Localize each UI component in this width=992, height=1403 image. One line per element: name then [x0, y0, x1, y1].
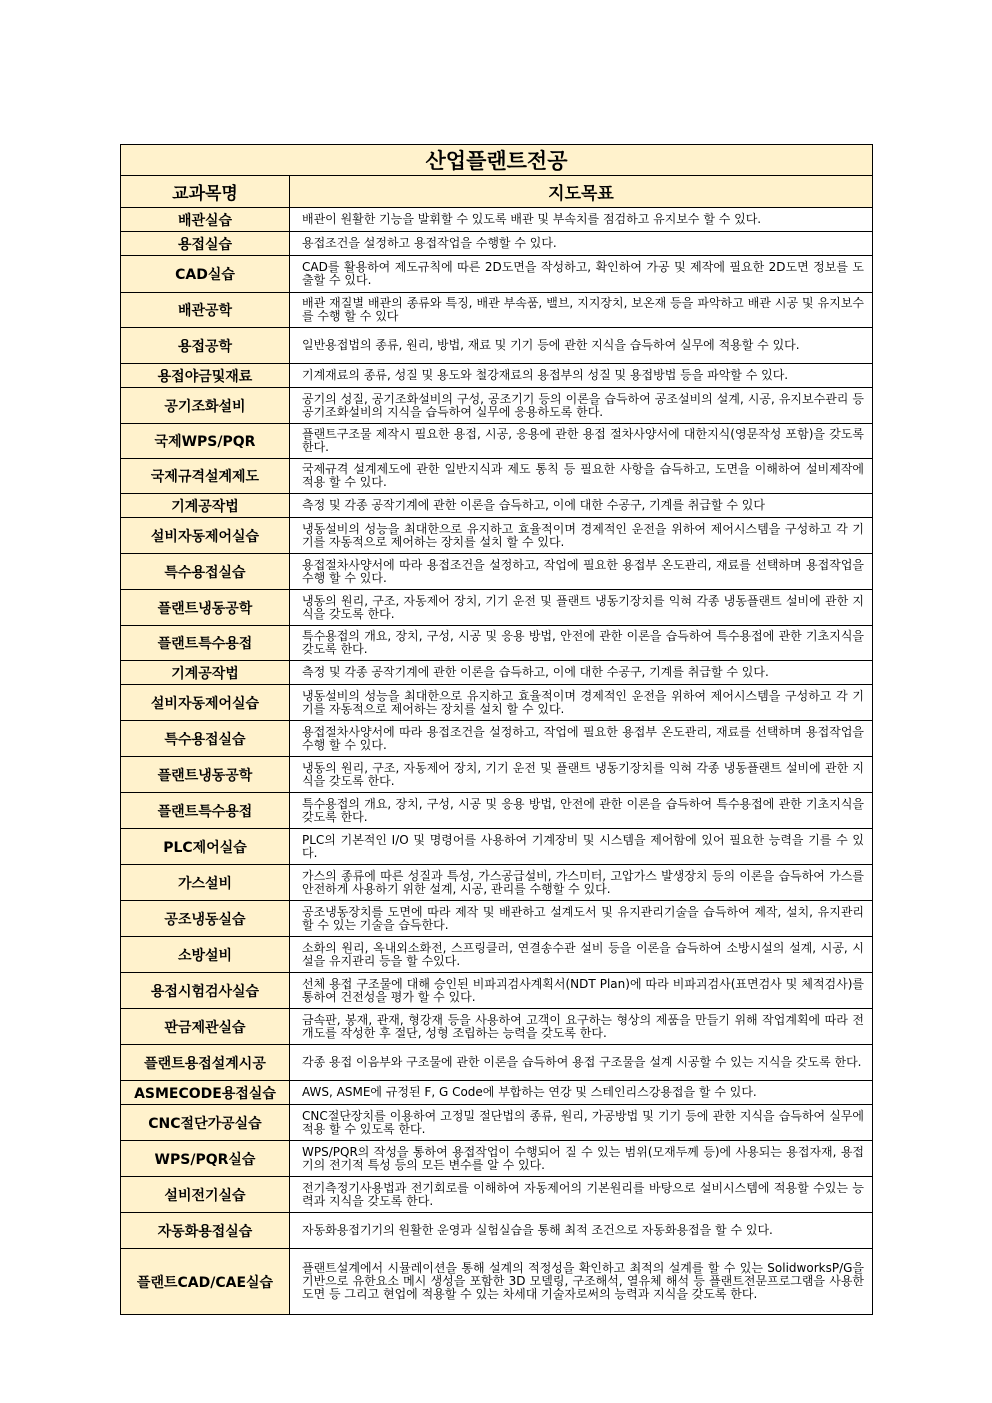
- course-goal: 자동화용접기기의 원활한 운영과 실험실습을 통해 최적 조건으로 자동화용접을 할 수 있다.: [290, 1213, 873, 1249]
- course-goal: AWS, ASME에 규정된 F, G Code에 부합하는 연강 및 스테인리스강용접을 할 수 있다.: [290, 1081, 873, 1105]
- course-goal: 용접절차사양서에 따라 용접조건을 설정하고, 작업에 필요한 용접부 온도관리, 재료를 선택하며 용접작업을 수행 할 수 있다.: [290, 721, 873, 757]
- course-goal: 가스의 종류에 따른 성질과 특성, 가스공급설비, 가스미터, 고압가스 발생장치 등의 이론을 습득하여 가스를 안전하게 사용하기 위한 설계, 시공, 관리를 수행할 수 있다.: [290, 865, 873, 901]
- table-row: [121, 388, 873, 424]
- course-name: CAD실습: [121, 256, 290, 293]
- course-goal: 냉동설비의 성능을 최대한으로 유지하고 효율적이며 경제적인 운전을 위하여 제어시스템을 구성하고 각 기기를 자동적으로 제어하는 장치를 설치 할 수 있다.: [290, 518, 873, 554]
- course-goal: 각종 용접 이음부와 구조물에 관한 이론을 습득하여 용접 구조물을 설계 시공할 수 있는 지식을 갖도록 한다.: [290, 1045, 873, 1081]
- course-name: 공조냉동실습: [121, 901, 290, 937]
- course-name: 플랜트냉동공학: [121, 757, 290, 793]
- course-goal: CAD를 활용하여 제도규칙에 따른 2D도면을 작성하고, 확인하여 가공 및 제작에 필요한 2D도면 정보를 도출할 수 있다.: [290, 256, 873, 293]
- table-row: [121, 1249, 873, 1315]
- course-name: 소방설비: [121, 937, 290, 973]
- course-goal: WPS/PQR의 작성을 통하여 용접작업이 수행되어 질 수 있는 범위(모재두께 등)에 사용되는 용접자재, 용접기의 전기적 특성 등의 모든 변수를 알 수 있다.: [290, 1141, 873, 1177]
- table-row: [121, 1045, 873, 1081]
- course-goal: 특수용접의 개요, 장치, 구성, 시공 및 응용 방법, 안전에 관한 이론을 습득하여 특수용접에 관한 기초지식을 갖도록 한다.: [290, 626, 873, 661]
- table-row: [121, 1009, 873, 1045]
- course-name: ASMECODE용접실습: [121, 1081, 290, 1105]
- course-goal: 일반용접법의 종류, 원리, 방법, 재료 및 기기 등에 관한 지식을 습득하여 실무에 적용할 수 있다.: [290, 328, 873, 364]
- course-name: 국제규격설계제도: [121, 459, 290, 494]
- table-row: [121, 459, 873, 494]
- table-row: [121, 661, 873, 685]
- table-row: [121, 626, 873, 661]
- course-goal: 배관 재질별 배관의 종류와 특징, 배관 부속품, 밸브, 지지장치, 보온재 등을 파악하고 배관 시공 및 유지보수를 수행 할 수 있다: [290, 293, 873, 328]
- course-name: 플랜트특수용접: [121, 793, 290, 829]
- course-goal: 선체 용접 구조물에 대해 승인된 비파괴검사계획서(NDT Plan)에 따라 비파괴검사(표면검사 및 체적검사)를 통하여 건전성을 평가 할 수 있다.: [290, 973, 873, 1009]
- curriculum-table: [120, 144, 873, 1315]
- header-goal: 지도목표: [290, 176, 873, 208]
- course-name: 배관공학: [121, 293, 290, 328]
- table-row: [121, 721, 873, 757]
- table-row: [121, 364, 873, 388]
- table-row: [121, 232, 873, 256]
- course-goal: 배관이 원활한 기능을 발휘할 수 있도록 배관 및 부속치를 점검하고 유지보수 할 수 있다.: [290, 208, 873, 232]
- course-name: 플랜트냉동공학: [121, 590, 290, 626]
- course-name: WPS/PQR실습: [121, 1141, 290, 1177]
- course-name: 가스설비: [121, 865, 290, 901]
- course-goal: 용접조건을 설정하고 용접작업을 수행할 수 있다.: [290, 232, 873, 256]
- table-body: [121, 208, 873, 1315]
- course-goal: 냉동설비의 성능을 최대한으로 유지하고 효율적이며 경제적인 운전을 위하여 제어시스템을 구성하고 각 기기를 자동적으로 제어하는 장치를 설치 할 수 있다.: [290, 685, 873, 721]
- course-name: 용접시험검사실습: [121, 973, 290, 1009]
- table-row: [121, 518, 873, 554]
- course-name: 배관실습: [121, 208, 290, 232]
- course-goal: 용접절차사양서에 따라 용접조건을 설정하고, 작업에 필요한 용접부 온도관리, 재료를 선택하며 용접작업을 수행 할 수 있다.: [290, 554, 873, 590]
- table-row: [121, 793, 873, 829]
- course-name: 국제WPS/PQR: [121, 424, 290, 459]
- table-row: [121, 328, 873, 364]
- course-name: 기계공작법: [121, 494, 290, 518]
- course-goal: PLC의 기본적인 I/O 및 명령어를 사용하여 기계장비 및 시스템을 제어함에 있어 필요한 능력을 기를 수 있다.: [290, 829, 873, 865]
- table-row: [121, 256, 873, 293]
- course-name: 설비자동제어실습: [121, 685, 290, 721]
- table-row: [121, 865, 873, 901]
- course-goal: 냉동의 원리, 구조, 자동제어 장치, 기기 운전 및 플랜트 냉동기장치를 익혀 각종 냉동플랜트 설비에 관한 지식을 갖도록 한다.: [290, 757, 873, 793]
- course-goal: 측정 및 각종 공작기계에 관한 이론을 습득하고, 이에 대한 수공구, 기계를 취급할 수 있다: [290, 494, 873, 518]
- header-course: 교과목명: [121, 176, 290, 208]
- table-row: [121, 424, 873, 459]
- course-name: 플랜트특수용접: [121, 626, 290, 661]
- table-row: [121, 973, 873, 1009]
- table-row: [121, 1105, 873, 1141]
- table-row: [121, 829, 873, 865]
- table-row: [121, 293, 873, 328]
- course-goal: 특수용접의 개요, 장치, 구성, 시공 및 응용 방법, 안전에 관한 이론을 습득하여 특수용접에 관한 기초지식을 갖도록 한다.: [290, 793, 873, 829]
- course-goal: 금속판, 봉재, 관재, 형강재 등을 사용하여 고객이 요구하는 형상의 제품을 만들기 위해 작업계획에 따라 전개도를 작성한 후 절단, 성형 조립하는 능력을 갖도록 한다.: [290, 1009, 873, 1045]
- table-row: [121, 208, 873, 232]
- course-name: 설비자동제어실습: [121, 518, 290, 554]
- course-name: 자동화용접실습: [121, 1213, 290, 1249]
- course-name: 기계공작법: [121, 661, 290, 685]
- course-name: 설비전기실습: [121, 1177, 290, 1213]
- table-row: [121, 1177, 873, 1213]
- course-goal: 측정 및 각종 공작기계에 관한 이론을 습득하고, 이에 대한 수공구, 기계를 취급할 수 있다.: [290, 661, 873, 685]
- course-name: 플랜트CAD/CAE실습: [121, 1249, 290, 1315]
- course-goal: 공조냉동장치를 도면에 따라 제작 및 배관하고 설계도서 및 유지관리기술을 습득하여 제작, 설치, 유지관리할 수 있는 기술을 습득한다.: [290, 901, 873, 937]
- course-name: 특수용접실습: [121, 721, 290, 757]
- table-row: [121, 1213, 873, 1249]
- course-goal: 플랜트구조물 제작시 필요한 용접, 시공, 응용에 관한 용접 절차사양서에 대한지식(영문작성 포함)을 갖도록 한다.: [290, 424, 873, 459]
- course-name: 공기조화설비: [121, 388, 290, 424]
- course-name: 용접공학: [121, 328, 290, 364]
- course-name: 용접실습: [121, 232, 290, 256]
- table-row: [121, 937, 873, 973]
- table-title: 산업플랜트전공: [121, 145, 873, 176]
- course-name: 특수용접실습: [121, 554, 290, 590]
- table-row: [121, 1081, 873, 1105]
- table-row: [121, 757, 873, 793]
- table-row: [121, 1141, 873, 1177]
- course-name: 용접야금및재료: [121, 364, 290, 388]
- course-name: 플랜트용접설계시공: [121, 1045, 290, 1081]
- course-name: 판금제관실습: [121, 1009, 290, 1045]
- table-row: [121, 590, 873, 626]
- course-goal: 기계재료의 종류, 성질 및 용도와 철강재료의 용접부의 성질 및 용접방법 등을 파악할 수 있다.: [290, 364, 873, 388]
- course-name: PLC제어실습: [121, 829, 290, 865]
- table-row: [121, 685, 873, 721]
- course-goal: 냉동의 원리, 구조, 자동제어 장치, 기기 운전 및 플랜트 냉동기장치를 익혀 각종 냉동플랜트 설비에 관한 지식을 갖도록 한다.: [290, 590, 873, 626]
- course-goal: 공기의 성질, 공기조화설비의 구성, 공조기기 등의 이론을 습득하여 공조설비의 설계, 시공, 유지보수관리 등 공기조화설비의 지식을 습득하여 실무에 응용하도록 한다.: [290, 388, 873, 424]
- course-goal: 국제규격 설계제도에 관한 일반지식과 제도 통칙 등 필요한 사항을 습득하고, 도면을 이해하여 설비제작에 적용 할 수 있다.: [290, 459, 873, 494]
- table-row: [121, 494, 873, 518]
- course-goal: 플랜트설계에서 시뮬레이션을 통해 설계의 적정성을 확인하고 최적의 설계를 할 수 있는 SolidworksP/G을 기반으로 유한요소 메시 생성을 포함한 3D 모델링, 구조해석, 열유체 해석 등 플랜트전문프로그램을 사용한 도면 등 그리고 현업에 적용할 수 있는 차세대 기술자로써의 능력과 지식을 갖도록 한다.: [290, 1249, 873, 1315]
- course-goal: 전기측정기사용법과 전기회로를 이해하여 자동제어의 기본원리를 바탕으로 설비시스템에 적용할 수있는 능력과 지식을 갖도록 한다.: [290, 1177, 873, 1213]
- course-name: CNC절단가공실습: [121, 1105, 290, 1141]
- table-row: [121, 901, 873, 937]
- table-row: [121, 554, 873, 590]
- course-goal: CNC절단장치를 이용하여 고정밀 절단법의 종류, 원리, 가공방법 및 기기 등에 관한 지식을 습득하여 실무에 적용 할 수 있도록 한다.: [290, 1105, 873, 1141]
- course-goal: 소화의 원리, 옥내외소화전, 스프링클러, 연결송수관 설비 등을 이론을 습득하여 소방시설의 설계, 시공, 시설을 유지관리 등을 할 수있다.: [290, 937, 873, 973]
